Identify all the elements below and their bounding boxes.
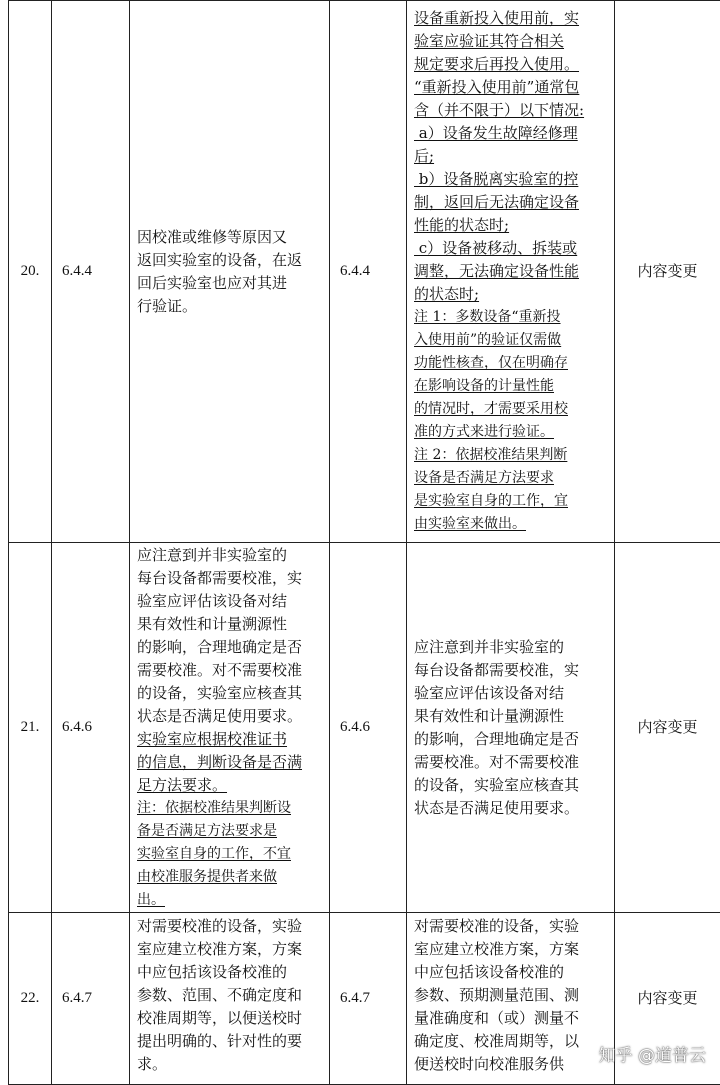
text-line: “重新投入使用前”通常包 [414,76,608,99]
text-line: 室应建立校准方案，方案 [137,938,323,961]
change-type: 内容变更 [615,913,720,1085]
old-clause-text [130,543,330,913]
text-line: 回后实验室也应对其进 [137,272,323,295]
text-line: 参数、预期测量范围、测 [414,984,608,1007]
old-clause-number: 6.4.7 [52,913,130,1085]
text-line: 的状态时; [414,283,608,306]
text-line: 状态是否满足使用要求。 [137,705,323,728]
note-line: 是实验室自身的工作，宜 [414,490,608,513]
table-row [9,543,720,913]
text-line: 的设备，实验室应核查其 [414,774,608,797]
note-line: 注：依据校准结果判断设 [137,797,323,820]
text-line: 实验室应根据校准证书 [137,728,323,751]
text-line: 含（并不限于）以下情况: [414,99,608,122]
note-line: 由实验室来做出。 [414,513,608,536]
text-line: a）设备发生故障经修理 [414,122,608,145]
text-line: 状态是否满足使用要求。 [414,797,608,820]
old-clause-number: 6.4.4 [52,1,130,543]
note-line: 设备是否满足方法要求 [414,467,608,490]
text-line: 参数、范围、不确定度和 [137,984,323,1007]
old-clause-text [130,1,330,543]
text-line: 中应包括该设备校准的 [137,961,323,984]
text-line: 规定要求后再投入使用。 [414,53,608,76]
text-line: 每台设备都需要校准，实 [137,567,323,590]
note-line: 实验室自身的工作，不宜 [137,843,323,866]
note-line: 由校准服务提供者来做 [137,866,323,889]
standard-comparison-table [8,0,720,1085]
row-number: 21. [9,543,52,913]
old-clause-text [130,913,330,1085]
text-line: 验室应评估该设备对结 [137,590,323,613]
new-clause-number: 6.4.4 [330,1,407,543]
change-type: 内容变更 [615,543,720,913]
text-line: 足方法要求。 [137,774,323,797]
note-line: 备是否满足方法要求是 [137,820,323,843]
new-clause-number: 6.4.7 [330,913,407,1085]
text-line: 果有效性和计量溯源性 [414,705,608,728]
new-clause-text [407,913,615,1085]
text-line: 便送校时向校准服务供 [414,1053,608,1076]
text-line: 确定度、校准周期等，以 [414,1030,608,1053]
text-line: 调整，无法确定设备性能 [414,260,608,283]
text-line: 每台设备都需要校准，实 [414,659,608,682]
text-line: c）设备被移动、拆装或 [414,237,608,260]
note-line: 功能性核查，仅在明确存 [414,352,608,375]
text-line: 因校准或维修等原因又 [137,226,323,249]
text-line: 室应建立校准方案，方案 [414,938,608,961]
row-number: 20. [9,1,52,543]
text-line: 设备重新投入使用前，实 [414,7,608,30]
note-line: 注 1：多数设备“重新投 [414,306,608,329]
note-line: 注 2：依据校准结果判断 [414,444,608,467]
text-line: 应注意到并非实验室的 [137,544,323,567]
old-clause-number: 6.4.6 [52,543,130,913]
new-clause-text [407,1,615,543]
text-line: 果有效性和计量溯源性 [137,613,323,636]
text-line: 的设备，实验室应核查其 [137,682,323,705]
text-line: 需要校准。对不需要校准 [137,659,323,682]
note-line: 在影响设备的计量性能 [414,375,608,398]
text-line: 的信息，判断设备是否满 [137,751,323,774]
text-line: 制，返回后无法确定设备 [414,191,608,214]
text-line: 验室应验证其符合相关 [414,30,608,53]
note-line: 准的方式来进行验证。 [414,421,608,444]
note-line: 出。 [137,889,323,912]
new-clause-number: 6.4.6 [330,543,407,913]
new-clause-text [407,543,615,913]
text-line: 提出明确的、针对性的要 [137,1030,323,1053]
text-line: 验室应评估该设备对结 [414,682,608,705]
text-line: 应注意到并非实验室的 [414,636,608,659]
text-line: 返回实验室的设备，在返 [137,249,323,272]
text-line: b）设备脱离实验室的控 [414,168,608,191]
text-line: 行验证。 [137,295,323,318]
text-line: 后; [414,145,608,168]
text-line: 对需要校准的设备，实验 [414,915,608,938]
table-row [9,1,720,543]
text-line: 的影响，合理地确定是否 [414,728,608,751]
row-number: 22. [9,913,52,1085]
note-line: 入使用前”的验证仅需做 [414,329,608,352]
text-line: 需要校准。对不需要校准 [414,751,608,774]
text-line: 中应包括该设备校准的 [414,961,608,984]
text-line: 求。 [137,1053,323,1076]
text-line: 对需要校准的设备，实验 [137,915,323,938]
text-line: 量准确度和（或）测量不 [414,1007,608,1030]
text-line: 校准周期等，以便送校时 [137,1007,323,1030]
note-line: 的情况时，才需要采用校 [414,398,608,421]
text-line: 的影响，合理地确定是否 [137,636,323,659]
text-line: 性能的状态时; [414,214,608,237]
change-type: 内容变更 [615,1,720,543]
watermark: 知乎 @道普云 [599,1041,706,1066]
